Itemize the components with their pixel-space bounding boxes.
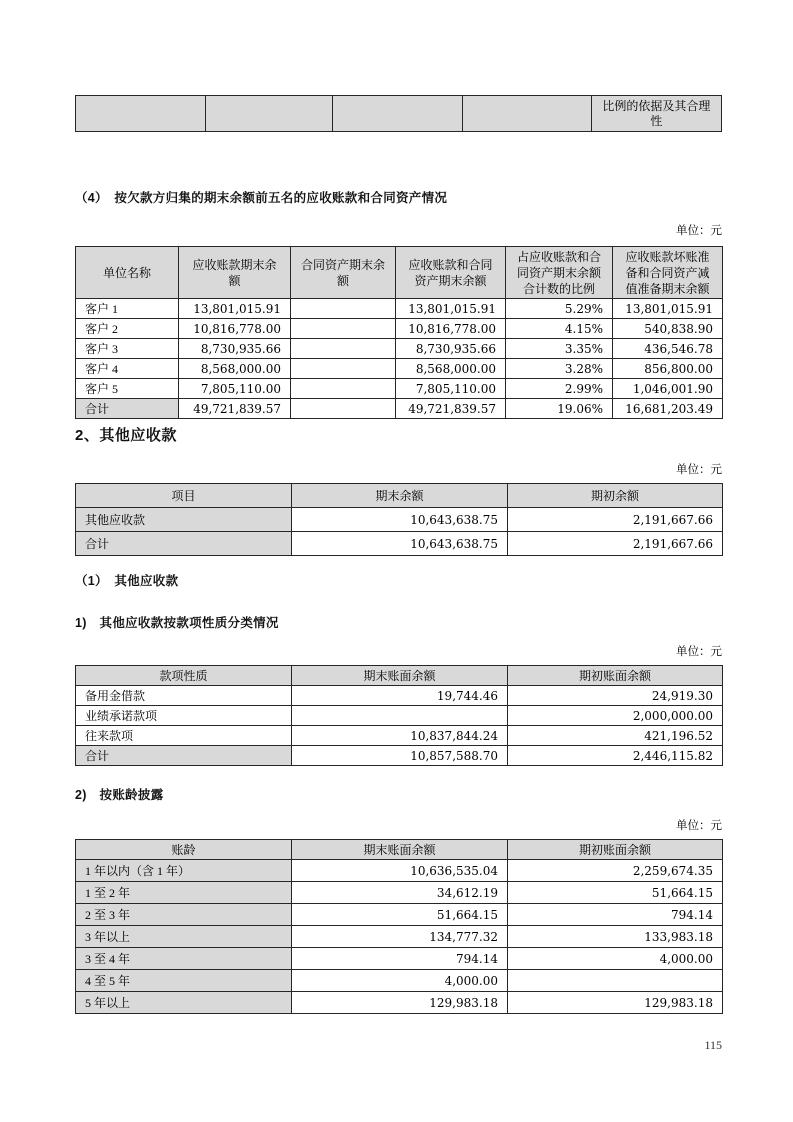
- row-label-cell: 客户 1: [76, 299, 179, 319]
- value-cell: 4.15%: [506, 319, 613, 339]
- row-label-cell: 客户 4: [76, 359, 179, 379]
- carryover-table: [75, 95, 722, 132]
- row-label-cell: 3 年以上: [76, 926, 292, 948]
- row-label-cell: 其他应收款: [76, 508, 292, 532]
- other-receivables-summary-table-host: [75, 483, 722, 556]
- row-label-cell: 1 至 2 年: [76, 882, 292, 904]
- value-cell: [462, 96, 591, 132]
- value-cell: [291, 299, 396, 319]
- table-row: [76, 339, 723, 359]
- value-cell: 2,000,000.00: [508, 706, 723, 726]
- value-cell: 2,446,115.82: [508, 746, 723, 766]
- row-label-cell: 5 年以上: [76, 992, 292, 1014]
- unit-label: 单位：元: [676, 820, 722, 832]
- value-cell: 49,721,839.57: [396, 399, 506, 419]
- value-cell: [206, 96, 333, 132]
- value-cell: 4,000.00: [508, 948, 723, 970]
- section-2-heading: 2、其他应收款: [75, 427, 177, 444]
- value-cell: 134,777.32: [292, 926, 508, 948]
- column-header: 期初账面余额: [508, 666, 723, 686]
- column-header: 项目: [76, 484, 292, 508]
- value-cell: 540,838.90: [613, 319, 723, 339]
- value-cell: 8,730,935.66: [179, 339, 291, 359]
- value-cell: 856,800.00: [613, 359, 723, 379]
- value-cell: 8,730,935.66: [396, 339, 506, 359]
- value-cell: 16,681,203.49: [613, 399, 723, 419]
- value-cell: 10,857,588.70: [292, 746, 508, 766]
- value-cell: 34,612.19: [292, 882, 508, 904]
- section-2-1-heading: （1） 其他应收款: [75, 574, 179, 588]
- column-header: 款项性质: [76, 666, 292, 686]
- value-cell: 421,196.52: [508, 726, 723, 746]
- table-row: [76, 532, 723, 556]
- table-row: [76, 359, 723, 379]
- value-cell: 51,664.15: [292, 904, 508, 926]
- value-cell: [508, 970, 723, 992]
- table-row: [76, 706, 723, 726]
- table-row: [76, 904, 723, 926]
- unit-label: 单位：元: [676, 646, 722, 658]
- value-cell: 10,816,778.00: [179, 319, 291, 339]
- header-row: [76, 840, 723, 860]
- column-header: 期末余额: [292, 484, 508, 508]
- value-cell: 10,643,638.75: [292, 508, 508, 532]
- value-cell: 129,983.18: [508, 992, 723, 1014]
- table-row: [76, 319, 723, 339]
- value-cell: 10,837,844.24: [292, 726, 508, 746]
- unit-label: 单位：元: [676, 464, 722, 476]
- aging-analysis-table: [75, 839, 723, 1014]
- column-header: 期末账面余额: [292, 840, 508, 860]
- nature-classification-table-host: [75, 665, 722, 766]
- value-cell: 8,568,000.00: [396, 359, 506, 379]
- table-row: [76, 746, 723, 766]
- value-cell: 129,983.18: [292, 992, 508, 1014]
- value-cell: 8,568,000.00: [179, 359, 291, 379]
- row-label-cell: 3 至 4 年: [76, 948, 292, 970]
- value-cell: 2,191,667.66: [508, 508, 723, 532]
- table-row: [76, 379, 723, 399]
- value-cell: 13,801,015.91: [396, 299, 506, 319]
- column-header: 占应收账款和合同资产期末余额合计数的比例: [506, 247, 613, 299]
- value-cell: 19.06%: [506, 399, 613, 419]
- table-row: [76, 96, 722, 132]
- column-header: 应收账款坏账准备和合同资产减值准备期末余额: [613, 247, 723, 299]
- value-cell: 51,664.15: [508, 882, 723, 904]
- nature-classification-table: [75, 665, 723, 766]
- value-cell: 比例的依据及其合理性: [591, 96, 721, 132]
- aging-analysis-table-host: [75, 839, 722, 1014]
- carryover-table-host: [75, 95, 722, 132]
- value-cell: [291, 359, 396, 379]
- table-row: [76, 926, 723, 948]
- value-cell: 436,546.78: [613, 339, 723, 359]
- top5-receivables-table: [75, 246, 723, 419]
- row-label-cell: 1 年以内（含 1 年）: [76, 860, 292, 882]
- value-cell: 2,191,667.66: [508, 532, 723, 556]
- column-header: 应收账款和合同资产期末余额: [396, 247, 506, 299]
- value-cell: [291, 319, 396, 339]
- value-cell: 794.14: [292, 948, 508, 970]
- section-4-heading: （4） 按欠款方归集的期末余额前五名的应收账款和合同资产情况: [75, 191, 448, 205]
- column-header: 期初余额: [508, 484, 723, 508]
- value-cell: 13,801,015.91: [179, 299, 291, 319]
- row-label-cell: 4 至 5 年: [76, 970, 292, 992]
- table-row: [76, 970, 723, 992]
- value-cell: 2.99%: [506, 379, 613, 399]
- table-row: [76, 686, 723, 706]
- value-cell: [291, 379, 396, 399]
- header-row: [76, 247, 723, 299]
- row-label-cell: 合计: [76, 746, 292, 766]
- page-number: 115: [704, 1038, 722, 1052]
- value-cell: 2,259,674.35: [508, 860, 723, 882]
- row-label-cell: 客户 3: [76, 339, 179, 359]
- unit-label: 单位：元: [676, 225, 722, 237]
- top5-receivables-table-host: [75, 246, 722, 419]
- section-2-1-2-heading: 2) 按账龄披露: [75, 788, 164, 802]
- value-cell: 10,636,535.04: [292, 860, 508, 882]
- value-cell: [291, 339, 396, 359]
- row-label-cell: 客户 5: [76, 379, 179, 399]
- value-cell: [291, 399, 396, 419]
- value-cell: 133,983.18: [508, 926, 723, 948]
- row-label-cell: 往来款项: [76, 726, 292, 746]
- section-2-1-1-heading: 1) 其他应收款按款项性质分类情况: [75, 616, 279, 630]
- header-row: [76, 484, 723, 508]
- column-header: 单位名称: [76, 247, 179, 299]
- value-cell: 3.28%: [506, 359, 613, 379]
- table-row: [76, 508, 723, 532]
- table-row: [76, 860, 723, 882]
- header-row: [76, 666, 723, 686]
- table-row: [76, 399, 723, 419]
- value-cell: 3.35%: [506, 339, 613, 359]
- table-row: [76, 299, 723, 319]
- row-label-cell: 2 至 3 年: [76, 904, 292, 926]
- value-cell: 19,744.46: [292, 686, 508, 706]
- column-header: 期末账面余额: [292, 666, 508, 686]
- table-row: [76, 948, 723, 970]
- table-row: [76, 992, 723, 1014]
- row-label-cell: 客户 2: [76, 319, 179, 339]
- value-cell: 24,919.30: [508, 686, 723, 706]
- row-label-cell: 合计: [76, 532, 292, 556]
- value-cell: [333, 96, 462, 132]
- value-cell: 794.14: [508, 904, 723, 926]
- column-header: 账龄: [76, 840, 292, 860]
- column-header: 应收账款期末余额: [179, 247, 291, 299]
- value-cell: 10,643,638.75: [292, 532, 508, 556]
- value-cell: 4,000.00: [292, 970, 508, 992]
- value-cell: [292, 706, 508, 726]
- value-cell: 13,801,015.91: [613, 299, 723, 319]
- value-cell: 49,721,839.57: [179, 399, 291, 419]
- value-cell: 10,816,778.00: [396, 319, 506, 339]
- value-cell: 1,046,001.90: [613, 379, 723, 399]
- row-label-cell: [76, 96, 206, 132]
- column-header: 合同资产期末余额: [291, 247, 396, 299]
- row-label-cell: 备用金借款: [76, 686, 292, 706]
- column-header: 期初账面余额: [508, 840, 723, 860]
- value-cell: 5.29%: [506, 299, 613, 319]
- value-cell: 7,805,110.00: [396, 379, 506, 399]
- other-receivables-summary-table: [75, 483, 723, 556]
- table-row: [76, 726, 723, 746]
- row-label-cell: 合计: [76, 399, 179, 419]
- table-row: [76, 882, 723, 904]
- row-label-cell: 业绩承诺款项: [76, 706, 292, 726]
- value-cell: 7,805,110.00: [179, 379, 291, 399]
